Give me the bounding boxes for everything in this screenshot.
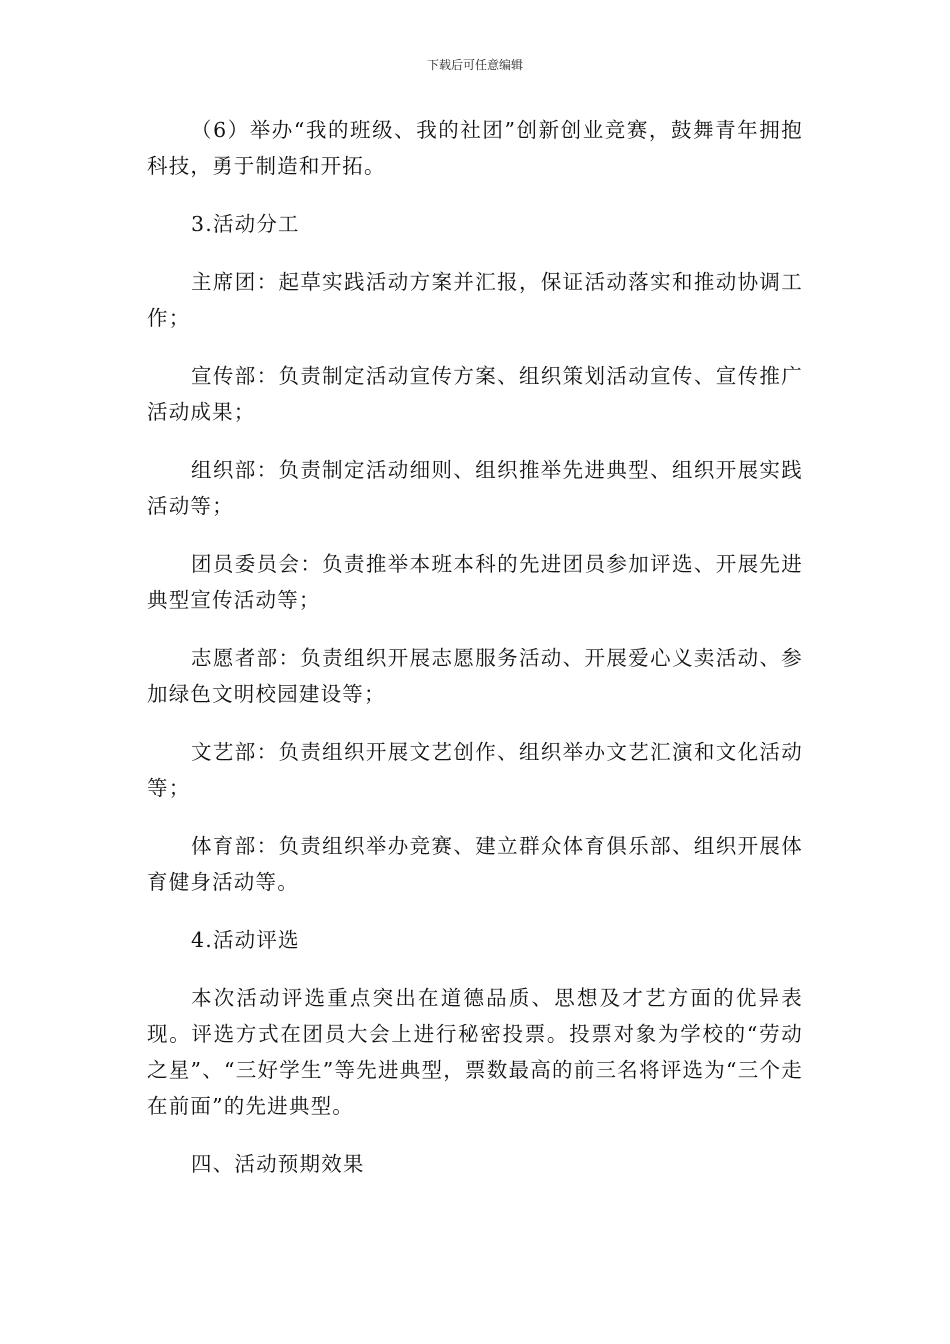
section-heading-division: 3.活动分工 [191, 212, 300, 236]
paragraph-publicity: 宣传部：负责制定活动宣传方案、组织策划活动宣传、宣传推广活动成果； [147, 364, 803, 424]
paragraph-arts: 文艺部：负责组织开展文艺创作、组织举办文艺汇演和文化活动等； [147, 740, 803, 800]
section-heading-selection: 4.活动评选 [191, 928, 300, 952]
paragraph-selection: 本次活动评选重点突出在道德品质、思想及才艺方面的优异表现。评选方式在团员大会上进行秘密投票。投票对象为学校的“劳动之星”、“三好学生”等先进典型，票数最高的前三名将评选为“三个走在前面”的先进典型。 [147, 986, 803, 1118]
paragraph-sports: 体育部：负责组织举办竞赛、建立群众体育俱乐部、组织开展体育健身活动等。 [147, 834, 803, 894]
page-header: 下载后可任意编辑 [426, 58, 523, 72]
section-heading-expected-effect: 四、活动预期效果 [191, 1152, 365, 1176]
paragraph-league-committee: 团员委员会：负责推举本班本科的先进团员参加评选、开展先进典型宣传活动等； [147, 552, 803, 612]
document-body [147, 112, 803, 1204]
paragraph-volunteers: 志愿者部：负责组织开展志愿服务活动、开展爱心义卖活动、参加绿色文明校园建设等； [147, 646, 803, 706]
paragraph-competition: （6）举办“我的班级、我的社团”创新创业竞赛，鼓舞青年拥抱科技，勇于制造和开拓。 [147, 118, 803, 178]
paragraph-organization: 组织部：负责制定活动细则、组织推举先进典型、组织开展实践活动等； [147, 458, 803, 518]
paragraph-presidium: 主席团：起草实践活动方案并汇报，保证活动落实和推动协调工作； [147, 270, 803, 330]
